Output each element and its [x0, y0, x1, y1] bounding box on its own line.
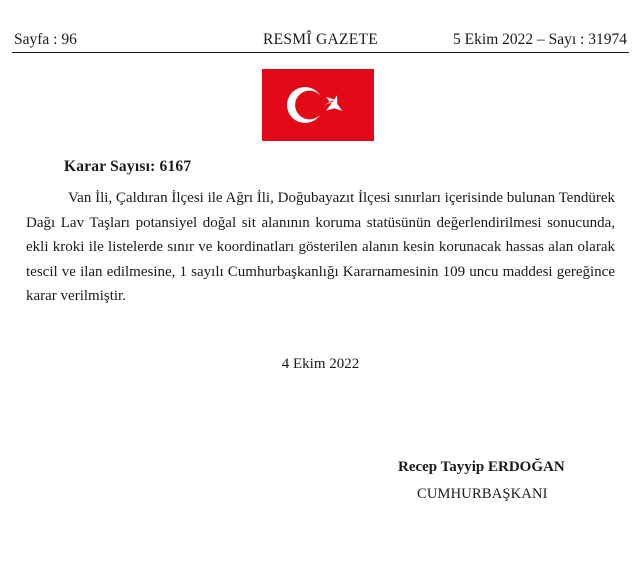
- turkish-flag-icon: [262, 69, 374, 141]
- header-divider: [12, 52, 629, 53]
- page-header: [14, 30, 627, 52]
- signatory-surname: ERDOĞAN: [488, 459, 565, 475]
- signatory-first-names: Recep Tayyip: [398, 459, 485, 475]
- signatory-title: CUMHURBAŞKANI: [417, 486, 548, 502]
- decision-text: Van İli, Çaldıran İlçesi ile Ağrı İli, Doğubayazıt İlçesi sınırları içerisinde bulunan Tendürek Dağı Lav Taşları potansiyel doğal sit alanının koruma statüsünün değerlendirilmesi sonucunda, ekli kroki ile listelerde sınır ve koordinatları gösterilen alanın kesin korunacak hassas alan olarak tescil ve ilan edilmesine, 1 sayılı Cumhurbaşkanlığı Kararnamesinin 109 uncu maddesi gereğince karar verilmiştir.: [26, 190, 615, 304]
- decision-date: 4 Ekim 2022: [281, 356, 360, 372]
- decision-number: Karar Sayısı: 6167: [64, 158, 192, 175]
- page-number: Sayfa : 96: [14, 31, 77, 48]
- gazette-title: RESMÎ GAZETE: [262, 31, 379, 48]
- signatory-name: [398, 459, 565, 476]
- issue-date-number: 5 Ekim 2022 – Sayı : 31974: [453, 31, 627, 48]
